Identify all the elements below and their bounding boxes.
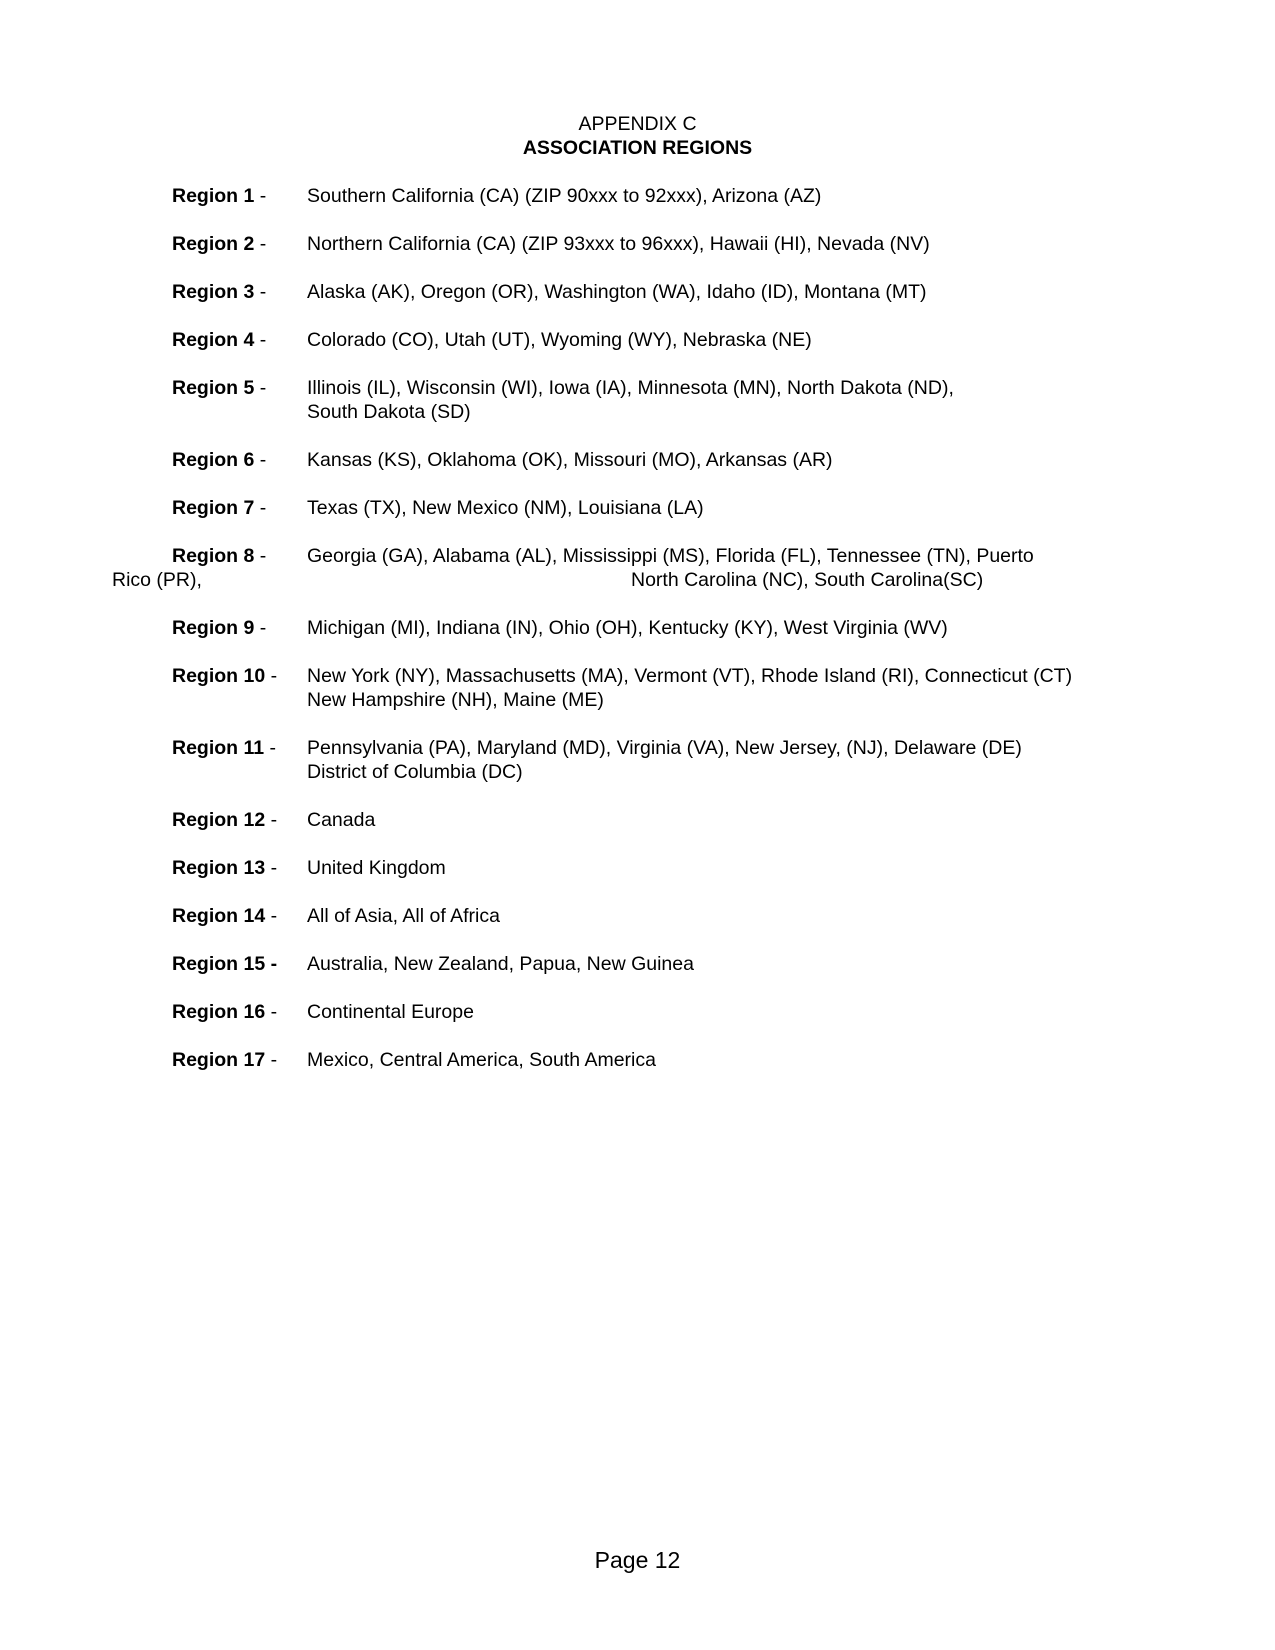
- region-name: Region 10: [172, 665, 266, 687]
- region-name: Region 5: [172, 377, 255, 399]
- region-line: Southern California (CA) (ZIP 90xxx to 92xxx), Arizona (AZ): [307, 185, 822, 207]
- region-line: Canada: [307, 809, 376, 831]
- region-name: Region 15 -: [172, 953, 278, 975]
- page-number: Page 12: [594, 1547, 681, 1573]
- section-title: ASSOCIATION REGIONS: [522, 137, 753, 159]
- region-name: Region 2: [172, 233, 255, 255]
- region-dash: -: [254, 185, 267, 207]
- region-dash: -: [265, 809, 278, 831]
- region-dash: -: [265, 857, 278, 879]
- region-dash: -: [265, 905, 278, 927]
- region-line: Georgia (GA), Alabama (AL), Mississippi (MS), Florida (FL), Tennessee (TN), Puerto: [307, 545, 1034, 567]
- region-name: Region 4: [172, 329, 255, 351]
- region-line: Illinois (IL), Wisconsin (WI), Iowa (IA), Minnesota (MN), North Dakota (ND),: [307, 377, 954, 399]
- region-2-text: [307, 232, 930, 256]
- region-line: Northern California (CA) (ZIP 93xxx to 96xxx), Hawaii (HI), Nevada (NV): [307, 233, 930, 255]
- region-8-text: [307, 544, 1034, 568]
- region-dash: -: [265, 665, 278, 687]
- region-name: Region 8: [172, 545, 255, 567]
- region-9-text: [307, 616, 948, 640]
- region-11-text: [307, 736, 1022, 784]
- region-dash: -: [265, 1049, 278, 1071]
- region-4-label: [172, 328, 266, 352]
- region-15-text: [307, 952, 694, 976]
- region-name: Region 9: [172, 617, 255, 639]
- region-8-wrap-start: Rico (PR),: [112, 569, 202, 591]
- region-15-label: [172, 952, 277, 976]
- region-8-label: [172, 544, 266, 568]
- appendix-heading: APPENDIX C: [578, 113, 697, 135]
- region-name: Region 7: [172, 497, 255, 519]
- region-dash: -: [254, 545, 267, 567]
- region-12-text: [307, 808, 375, 832]
- region-dash: -: [254, 377, 267, 399]
- region-6-text: [307, 448, 833, 472]
- region-line: Australia, New Zealand, Papua, New Guinea: [307, 953, 694, 975]
- region-5-text: [307, 376, 954, 424]
- region-9-label: [172, 616, 266, 640]
- region-name: Region 1: [172, 185, 255, 207]
- region-dash: -: [265, 1001, 278, 1023]
- region-dash: -: [254, 449, 267, 471]
- region-line: Alaska (AK), Oregon (OR), Washington (WA), Idaho (ID), Montana (MT): [307, 281, 927, 303]
- region-17-label: [172, 1048, 277, 1072]
- region-name: Region 12: [172, 809, 266, 831]
- region-14-text: [307, 904, 500, 928]
- region-11-label: [172, 736, 276, 760]
- region-17-text: [307, 1048, 656, 1072]
- region-dash: -: [254, 329, 267, 351]
- region-dash: -: [254, 497, 267, 519]
- region-name: Region 13: [172, 857, 266, 879]
- region-6-label: [172, 448, 266, 472]
- region-name: Region 14: [172, 905, 266, 927]
- region-line: All of Asia, All of Africa: [307, 905, 500, 927]
- region-7-label: [172, 496, 266, 520]
- region-8-wrap-end: North Carolina (NC), South Carolina(SC): [631, 569, 984, 591]
- region-13-label: [172, 856, 277, 880]
- region-line: Colorado (CO), Utah (UT), Wyoming (WY), Nebraska (NE): [307, 329, 812, 351]
- region-7-text: [307, 496, 704, 520]
- region-dash: -: [254, 281, 267, 303]
- region-line: Continental Europe: [307, 1001, 474, 1023]
- region-16-text: [307, 1000, 474, 1024]
- region-name: Region 6: [172, 449, 255, 471]
- region-line: New York (NY), Massachusetts (MA), Vermont (VT), Rhode Island (RI), Connecticut (CT): [307, 665, 1073, 687]
- region-10-label: [172, 664, 277, 688]
- region-16-label: [172, 1000, 277, 1024]
- region-12-label: [172, 808, 277, 832]
- region-dash: -: [254, 233, 267, 255]
- region-name: Region 11: [172, 737, 265, 759]
- region-14-label: [172, 904, 277, 928]
- region-1-text: [307, 184, 821, 208]
- region-line: South Dakota (SD): [307, 401, 471, 423]
- region-line: Texas (TX), New Mexico (NM), Louisiana (LA): [307, 497, 704, 519]
- region-line: Pennsylvania (PA), Maryland (MD), Virginia (VA), New Jersey, (NJ), Delaware (DE): [307, 737, 1022, 759]
- region-1-label: [172, 184, 266, 208]
- region-line: United Kingdom: [307, 857, 446, 879]
- region-line: Michigan (MI), Indiana (IN), Ohio (OH), Kentucky (KY), West Virginia (WV): [307, 617, 948, 639]
- region-5-label: [172, 376, 266, 400]
- region-line: District of Columbia (DC): [307, 761, 523, 783]
- region-line: New Hampshire (NH), Maine (ME): [307, 689, 604, 711]
- region-line: Kansas (KS), Oklahoma (OK), Missouri (MO), Arkansas (AR): [307, 449, 833, 471]
- region-dash: -: [254, 617, 267, 639]
- region-13-text: [307, 856, 446, 880]
- region-2-label: [172, 232, 266, 256]
- region-3-text: [307, 280, 926, 304]
- region-dash: -: [264, 737, 277, 759]
- region-4-text: [307, 328, 812, 352]
- region-line: Mexico, Central America, South America: [307, 1049, 656, 1071]
- region-name: Region 3: [172, 281, 255, 303]
- region-name: Region 16: [172, 1001, 266, 1023]
- region-name: Region 17: [172, 1049, 266, 1071]
- region-10-text: [307, 664, 1072, 712]
- region-3-label: [172, 280, 266, 304]
